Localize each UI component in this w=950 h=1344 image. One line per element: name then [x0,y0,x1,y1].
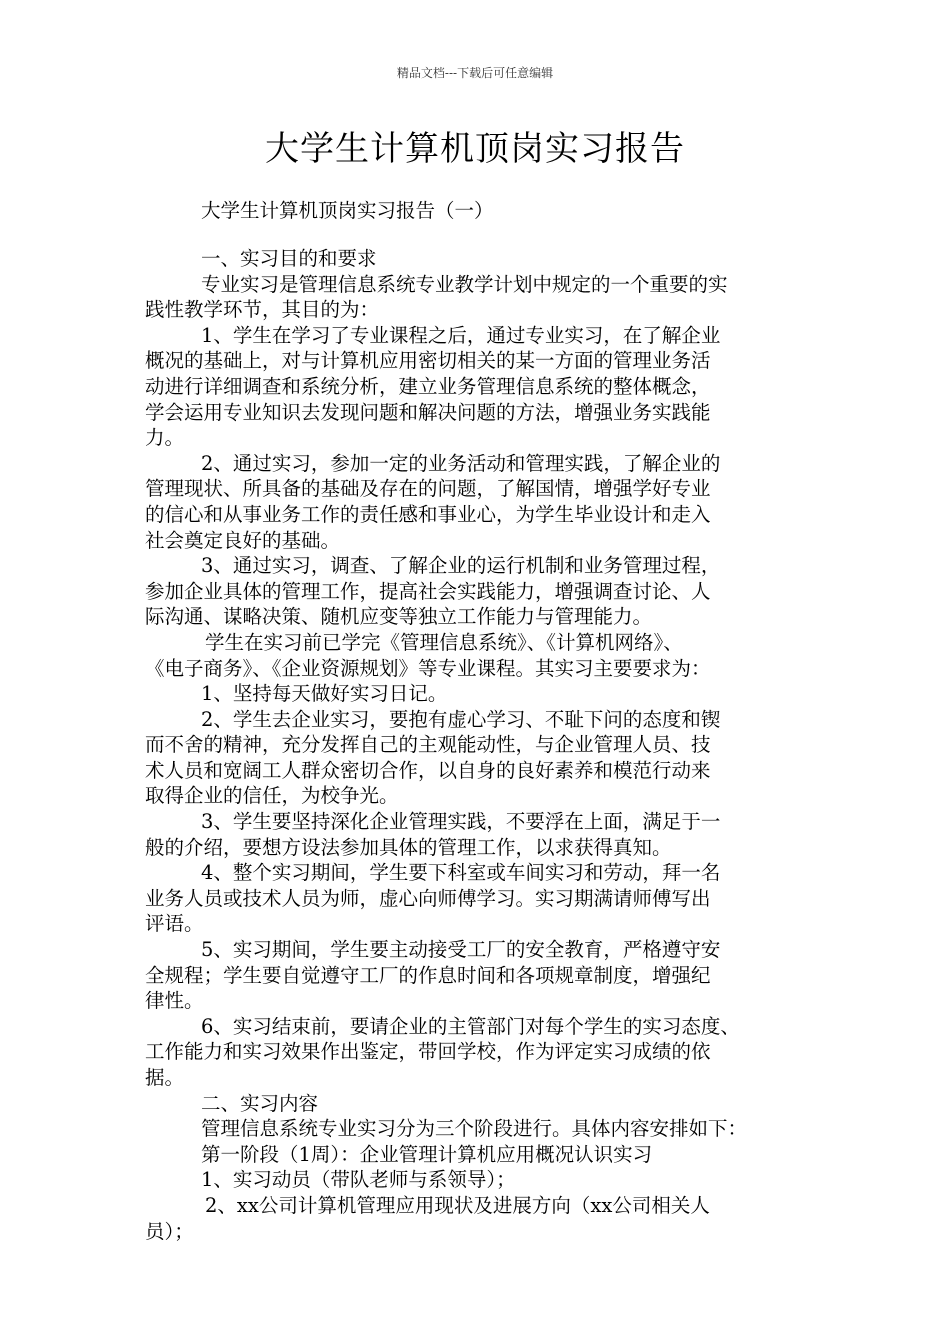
header-note: 精品文档---下载后可任意编辑 [396,66,554,80]
paragraph-line: 术人员和宽阔工人群众密切合作，以自身的良好素养和模范行动来 [145,758,711,782]
paragraph-line: 2、通过实习，参加一定的业务活动和管理实践，了解企业的 [201,451,721,475]
paragraph-line: 6、实习结束前，要请企业的主管部门对每个学生的实习态度、 [201,1014,740,1038]
paragraph-line: 参加企业具体的管理工作，提高社会实践能力，增强调查讨论、人 [145,579,711,603]
paragraph-line: 1、坚持每天做好实习日记。 [201,682,448,706]
paragraph-line: 学会运用专业知识去发现问题和解决问题的方法，增强业务实践能 [145,400,711,424]
paragraph-line: 社会奠定良好的基础。 [145,528,341,552]
paragraph-line: 际沟通、谋略决策、随机应变等独立工作能力与管理能力。 [145,605,653,629]
paragraph-line: 1、实习动员（带队老师与系领导）； [201,1168,516,1192]
paragraph-line: 般的介绍，要想方设法参加具体的管理工作，以求获得真知。 [145,835,672,859]
paragraph-line: 全规程；学生要自觉遵守工厂的作息时间和各项规章制度，增强纪 [145,963,711,987]
paragraph-line: 的信心和从事业务工作的责任感和事业心，为学生毕业设计和走入 [145,502,711,526]
paragraph-line: 4、整个实习期间，学生要下科室或车间实习和劳动，拜一名 [201,861,721,885]
paragraph-line: 动进行详细调查和系统分析，建立业务管理信息系统的整体概念， [145,374,711,398]
paragraph-line: 员）； [145,1219,194,1243]
section-heading-purpose: 一、实习目的和要求 [201,247,377,270]
document-title: 大学生计算机顶岗实习报告 [265,129,685,169]
paragraph-line: 2、xx公司计算机管理应用现状及进展方向（xx公司相关人 [205,1193,710,1217]
blank-line [145,228,809,246]
paragraph-line: 3、学生要坚持深化企业管理实践，不要浮在上面，满足于一 [201,810,721,834]
paragraph-line: 据。 [145,1066,185,1089]
report-subtitle: 大学生计算机顶岗实习报告（一） [201,199,494,222]
paragraph-line: 管理现状、所具备的基础及存在的问题，了解国情，增强学好专业 [145,477,711,501]
paragraph-line: 第一阶段（1周）：企业管理计算机应用概况认识实习 [201,1142,653,1166]
paragraph-line: 概况的基础上，对与计算机应用密切相关的某一方面的管理业务活 [145,349,711,373]
paragraph-line: 专业实习是管理信息系统专业教学计划中规定的一个重要的实 [201,272,728,296]
paragraph-line: 3、通过实习，调查、了解企业的运行机制和业务管理过程， [201,554,721,578]
paragraph-line: 《电子商务》、《企业资源规划》等专业课程。其实习主要要求为： [145,656,711,680]
paragraph-line: 业务人员或技术人员为师，虚心向师傅学习。实习期满请师傅写出 [145,886,711,910]
paragraph-line: 5、实习期间，学生要主动接受工厂的安全教育，严格遵守安 [201,938,721,962]
paragraph-line: 而不舍的精神，充分发挥自己的主观能动性，与企业管理人员、技 [145,733,711,757]
paragraph-line: 评语。 [145,912,204,936]
paragraph-line: 律性。 [145,989,204,1013]
paragraph-line: 力。 [145,426,185,450]
section-heading-content: 二、实习内容 [201,1091,319,1115]
paragraph-line: 工作能力和实习效果作出鉴定，带回学校，作为评定实习成绩的依 [145,1040,711,1064]
paragraph-line: 管理信息系统专业实习分为三个阶段进行。具体内容安排如下： [201,1117,748,1141]
document-body [145,198,809,1244]
paragraph-line: 学生在实习前已学完《管理信息系统》、《计算机网络》、 [205,630,683,654]
paragraph-line: 践性教学环节，其目的为： [145,298,380,322]
paragraph-line: 1、学生在学习了专业课程之后，通过专业实习，在了解企业 [201,323,721,347]
paragraph-line: 取得企业的信任，为校争光。 [145,784,399,808]
paragraph-line: 2、学生去企业实习，要抱有虚心学习、不耻下问的态度和锲 [201,707,721,731]
